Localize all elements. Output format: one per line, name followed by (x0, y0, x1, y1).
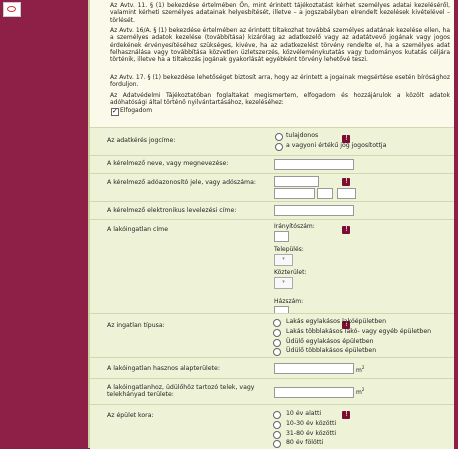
kor-option-3: 31-80 év közötti (286, 430, 337, 437)
alapterulet-input[interactable] (274, 363, 354, 374)
telek-input[interactable] (274, 387, 354, 398)
telepules-label: Település: (274, 246, 304, 253)
row-lakoingatlan-cim (90, 219, 454, 314)
adoszam-input-3[interactable] (337, 188, 356, 199)
tipus-radio-1[interactable] (273, 319, 281, 327)
tipus-radio-3[interactable] (273, 339, 281, 347)
email-label: A kérelmező elektronikus levelezési címe: (107, 207, 237, 214)
kor-radio-1[interactable] (273, 411, 281, 419)
telepules-select[interactable]: ▾ (274, 254, 293, 266)
jogcim-option-2: a vagyoni értékű jog jogosítottja (286, 142, 387, 149)
sidebar (0, 17, 88, 448)
tipus-option-2: Lakás többlakásos lakó- vagy egyéb épületben (286, 328, 432, 335)
tipus-radio-4[interactable] (273, 348, 281, 356)
tipus-label: Az ingatlan típusa: (107, 322, 165, 329)
tipus-option-3: Üdülő egylakásos épületben (286, 338, 374, 345)
irsz-input[interactable] (274, 231, 289, 242)
irsz-label: Irányítószám: (274, 223, 315, 230)
telek-label: A lakóingatlanhoz, üdülőhöz tartozó telek, vagy telekhányad területe: (107, 384, 255, 399)
jogcim-label: Az adatkérés jogcíme: (107, 137, 176, 144)
kor-radio-4[interactable] (273, 440, 281, 448)
kor-option-4: 80 év fölötti (286, 439, 324, 446)
row-alapterulet (90, 357, 454, 379)
info-paragraph-4: Az Adatvédelmi Tájékoztatóban foglaltakat megismertem, elfogadom és hozzájárulok a közölt adatok adóhatósági által történő nyilvántartásához, kezeléséhez: (110, 92, 450, 107)
logo-icon (3, 2, 21, 17)
info-paragraph-3: Az Avtv. 17. § (1) bekezdése lehetőséget biztosít arra, hogy az érintett a jogainak megsértése esetén bírósághoz forduljon. (110, 74, 450, 89)
info-paragraph-1: Az Avtv. 11. § (1) bekezdése értelmében Ön, mint érintett tájékoztatást kérhet személyes adatai kezeléséről, valamint kérheti személyes adatainak helyesbítését, illetve – a jogszabályban elrendelt kezelések kivételével – törlését. (110, 2, 450, 24)
row-telek (90, 378, 454, 405)
accept-checkbox[interactable] (111, 108, 119, 116)
row-jogcim (90, 127, 454, 156)
kor-label: Az épület kora: (107, 412, 154, 419)
required-icon (342, 226, 350, 234)
info-paragraph-2: Az Avtv. 16/A. § (1) bekezdése értelmében az érintett tiltakozhat továbbá személyes adatának kezelése ellen, ha a személyes adatok kezelése (továbbítása) kizárólag az adatkezelő vagy az adatátvevő jogának vagy jogos érdekének érvényesítéséhez szükséges, kivéve, ha az adatkezelést törvény rendelte el, ha a személyes adat felhasználása vagy továbbítása közvetlen üzletszerzés, közvéleménykutatás vagy tudományos kutatás céljára történik, illetve ha a tiltakozás jogának gyakorlását egyébként törvény lehetővé teszi. (110, 27, 450, 64)
hazszam-label: Házszám: (274, 298, 304, 305)
unit-label: $m^2$ (356, 387, 365, 396)
kor-radio-2[interactable] (273, 421, 281, 429)
content-border-right (454, 0, 458, 448)
unit-label: $m^2$ (356, 365, 365, 374)
tipus-option-1: Lakás egylakásos lakóépületben (286, 318, 386, 325)
required-icon (342, 411, 350, 419)
kozterulet-select[interactable]: ▾ (274, 277, 293, 289)
row-adoazonosito (90, 173, 454, 202)
email-input[interactable] (274, 205, 354, 216)
nev-input[interactable] (274, 159, 354, 170)
tipus-option-4: Üdülő többlakásos épületben (286, 347, 377, 354)
jogcim-option-1: tulajdonos (286, 132, 319, 139)
kor-option-2: 10-30 év közötti (286, 420, 337, 427)
kozterulet-label: Közterület: (274, 269, 307, 276)
kor-radio-3[interactable] (273, 431, 281, 439)
row-email (90, 201, 454, 220)
cim-label: A lakóingatlan címe (107, 226, 168, 233)
accept-label: Elfogadom (120, 107, 153, 114)
required-icon (342, 178, 350, 186)
adoszam-input-2[interactable] (317, 188, 333, 199)
adoszam-input-1[interactable] (274, 188, 315, 199)
row-epulet-kora (90, 404, 454, 449)
ado-label: A kérelmező adóazonosító jele, vagy adószáma: (107, 179, 256, 186)
kor-option-1: 10 év alatti (286, 410, 322, 417)
jogcim-radio-tulajdonos[interactable] (275, 133, 283, 141)
alapterulet-label: A lakóingatlan hasznos alapterülete: (107, 365, 220, 372)
jogcim-radio-vagyoni[interactable] (275, 143, 283, 151)
tipus-radio-2[interactable] (273, 329, 281, 337)
row-nev (90, 155, 454, 174)
nev-label: A kérelmező neve, vagy megnevezése: (107, 160, 229, 167)
adoazonosito-input[interactable] (274, 176, 319, 187)
row-ingatlan-tipus (90, 313, 454, 358)
